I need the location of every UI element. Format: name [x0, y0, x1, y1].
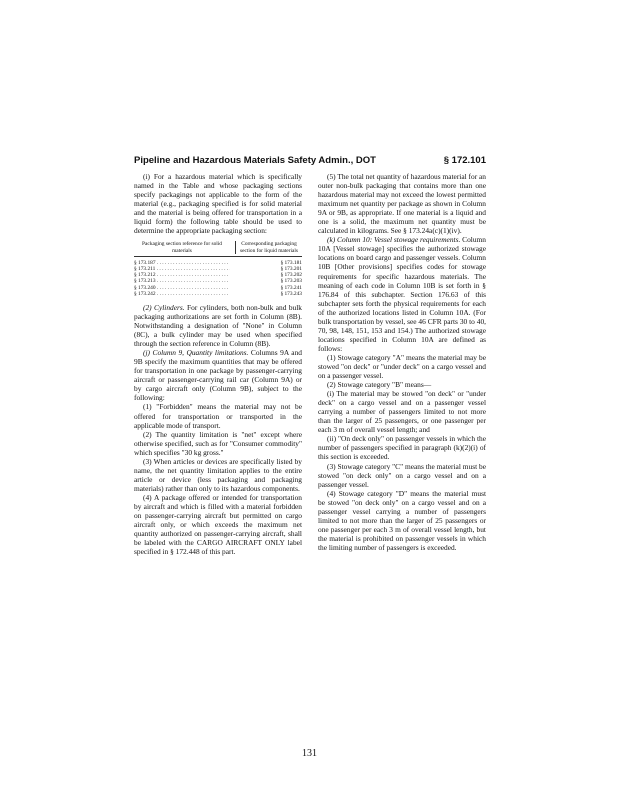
paragraph-i: (i) For a hazardous material which is specifically named in the Table and whose packaging sections specify packagings not applicable to the form of the material (e.g., packaging specified is for solid material and the material is being offered for transportation in a liquid form) the following table should be used to determine the appropriate packaging section:: [134, 172, 302, 236]
paragraph-j3: (3) When articles or devices are specifically listed by name, the net quantity limitation applies to the entire article or device (less packaging and packaging materials) rather than only to its hazardous components.: [134, 456, 302, 493]
paragraph-k3: (3) Stowage category "C" means the material must be stowed "on deck only" on a cargo vessel and on a passenger vessel.: [318, 461, 486, 489]
paragraph-2-body: For cylinders, both non-bulk and bulk packaging authorizations are set forth in Column (8B). Notwithstanding a designation of "None" in Column (8C), a bulk cylinder may be used when specified through the section reference in Column (8B).: [134, 302, 302, 349]
running-head-section: § 172.101: [443, 155, 486, 166]
table-cell-liquid: § 173.243: [280, 290, 302, 297]
paragraph-j1: (1) "Forbidden" means the material may not be offered for transportation or transported in the applicable mode of transport.: [134, 402, 302, 430]
table-cell-solid: § 173.213 . . .: [134, 278, 230, 284]
paragraph-j-quantity: [134, 348, 302, 402]
paragraph-j5-citation: § 173.24a(c)(1)(iv).: [401, 226, 462, 236]
table-row: [134, 291, 302, 297]
paragraph-k1: (1) Stowage category "A" means the material may be stowed "on deck" or "under deck" on a cargo vessel and on a passenger vessel.: [318, 352, 486, 381]
table-cell-solid: § 173.212 . . .: [134, 272, 230, 278]
paragraph-k4: (4) Stowage category "D" means the material must be stowed "on deck only" on a cargo vessel and on a passenger vessel carrying a number of passengers limited to not more than the larger of 25 passengers or one passenger per each 3 m of overall vessel length, but the material is prohibited on passenger vessels in which the limiting number of passengers is exceeded.: [318, 488, 486, 552]
table-cell-liquid: § 173.202: [280, 272, 302, 279]
table-cell-liquid: § 173.181: [280, 259, 302, 266]
table-cell-liquid: § 173.201: [280, 265, 302, 272]
paragraph-k-body: Column 10A [Vessel stowage] specifies the authorized stowage locations on board cargo and passenger vessels. Column 10B [Other provisions] specifies codes for stowage requirements for specific hazardous materials. The meaning of each code in Column 10B is set forth in § 176.84 of this subchapter. Section 176.63 of this subchapter sets forth the physical requirements for each of the authorized locations listed in Column 10A. (For bulk transportation by vessel, see 46 CFR parts 30 to 40, 70, 98, 148, 151, 153 and 154.) The authorized stowage locations specified in Column 10A are defined as follows:: [318, 235, 486, 353]
right-column: [318, 172, 486, 552]
paragraph-k-vessel: [318, 235, 486, 353]
paragraph-j5-body: (5) The total net quantity of hazardous material for an outer non-bulk packaging that contains more than one hazardous material may not exceed the lowest permitted maximum net quantity per package as shown in Column 9A or 9B, as appropriate. If one material is a liquid and one is a solid, the maximum net quantity must be calculated in kilograms. See: [318, 172, 486, 236]
paragraph-k2: (2) Stowage category "B" means—: [327, 380, 432, 390]
paragraph-k2ii: (ii) "On deck only" on passenger vessels in which the number of passengers specified in paragraph (k)(2)(i) of this section is exceeded.: [318, 434, 486, 462]
packaging-section-table: [134, 241, 302, 297]
paragraph-j5: [318, 172, 486, 235]
table-col-header-solid: Packaging section reference for solid materials: [142, 241, 222, 254]
paragraph-j-body: Columns 9A and 9B specify the maximum quantities that may be offered for transportation in one package by passenger-carrying aircraft or passenger-carrying rail car (Column 9A) or by cargo aircraft only (Column 9B), subject to the following:: [134, 348, 302, 403]
table-cell-liquid: § 173.241: [280, 284, 302, 291]
table-cell-solid: § 173.187 . . .: [134, 260, 230, 266]
paragraph-k2i: (i) The material may be stowed "on deck" or "under deck" on a cargo vessel and on a passenger vessel carrying a number of passengers limited to not more than the larger of 25 passengers, or one passenger per each 3 m of overall vessel length; and: [318, 389, 486, 435]
paragraph-j-heading: (j) Column 9, Quantity limitations.: [143, 348, 249, 358]
table-col-header-liquid: Corresponding packaging section for liquid materials: [235, 241, 302, 253]
table-header: [134, 241, 302, 256]
page-number: 131: [302, 748, 317, 759]
left-column: [134, 172, 302, 556]
paragraph-2-cylinders: [134, 303, 302, 348]
table-cell-solid: § 173.240 . . .: [134, 285, 230, 291]
table-cell-liquid: § 173.203: [280, 278, 302, 285]
table-cell-solid: § 173.211 . . .: [134, 266, 230, 272]
paragraph-k-heading: (k) Column 10: Vessel stowage requirements.: [327, 235, 461, 245]
paragraph-j4: (4) A package offered or intended for transportation by aircraft and which is filled with a material forbidden on passenger-carrying aircraft but permitted on cargo aircraft only, or which exceeds the maximum net quantity authorized on passenger-carrying aircraft, shall be labeled with the CARGO AIRCRAFT ONLY label specified in § 172.448 of this part.: [134, 492, 302, 557]
table-cell-solid: § 173.242 . . .: [134, 291, 230, 297]
paragraph-2-heading: (2) Cylinders.: [143, 302, 185, 312]
paragraph-j2: (2) The quantity limitation is "net" except where otherwise specified, such as for "Consumer commodity" which specifies "30 kg gross.": [134, 429, 302, 457]
running-head-title: Pipeline and Hazardous Materials Safety Admin., DOT: [134, 155, 376, 166]
